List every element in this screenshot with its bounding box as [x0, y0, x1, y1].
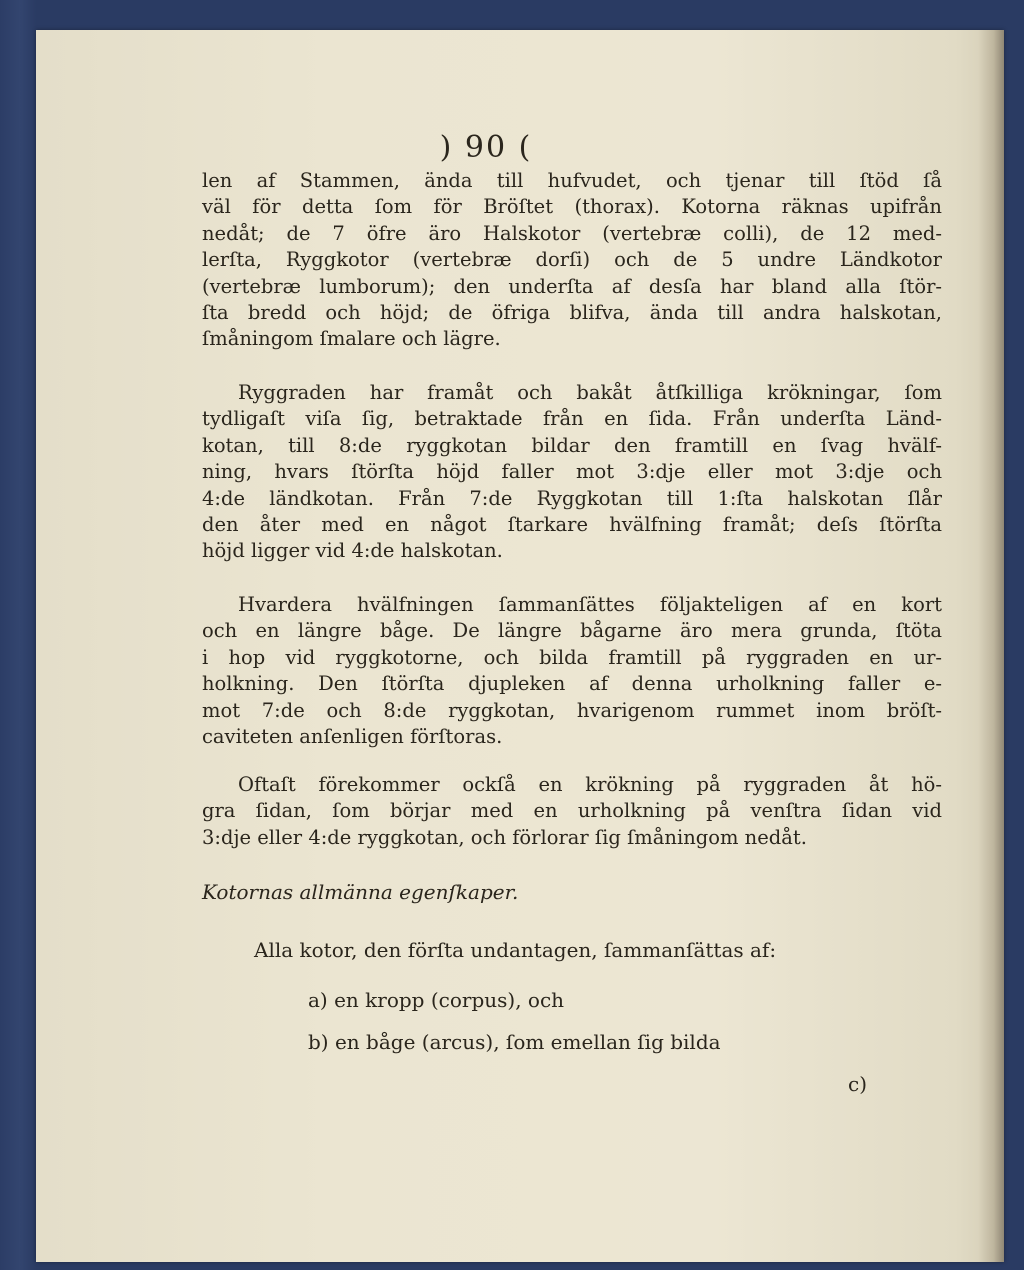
text-line: väl för detta ſom för Bröſtet (thorax). Kotorna räknas upifrån [202, 195, 942, 219]
list-item-b: b) en båge (arcus), ſom emellan ſig bilda [308, 1030, 721, 1054]
text-line: ning, hvars ſtörſta höjd faller mot 3:dje eller mot 3:dje och [202, 460, 942, 484]
text-line: och en längre båge. De längre bågarne äro mera grunda, ſtöta [202, 619, 942, 643]
text-line: Oftaſt förekommer ockſå en krökning på ryggraden åt hö- [238, 773, 942, 796]
book-page [36, 30, 1004, 1262]
list-item-a: a) en kropp (corpus), och [308, 988, 565, 1012]
catchword: c) [848, 1072, 868, 1096]
text-line: len af Stammen, ända till hufvudet, och tjenar till ſtöd ſå [202, 169, 942, 192]
text-line: (vertebræ lumborum); den underſta af desſa har bland alla ſtör- [202, 274, 942, 298]
text-line: 3:dje eller 4:de ryggkotan, och förlorar ſig ſmåningom nedåt. [202, 825, 807, 849]
text-line: Ryggraden har framåt och bakåt åtſkilliga krökningar, ſom [238, 381, 942, 404]
text-line: ſmåningom ſmalare och lägre. [202, 327, 501, 351]
text-line: gra ſidan, ſom börjar med en urholkning på venſtra ſidan vid [202, 799, 942, 823]
text-line: den åter med en något ſtarkare hvälfning framåt; deſs ſtörſta [202, 513, 942, 537]
text-line: 4:de ländkotan. Från 7:de Ryggkotan till 1:ſta halskotan ſlår [202, 486, 942, 510]
paragraph-1 [202, 168, 942, 353]
text-line: ſta bredd och höjd; de öfriga blifva, ända till andra halskotan, [202, 301, 942, 325]
page-number: ) 90 ( [439, 130, 533, 165]
paragraph-3 [202, 592, 942, 750]
text-line: höjd ligger vid 4:de halskotan. [202, 539, 503, 563]
paragraph-4 [202, 772, 942, 851]
text-line: mot 7:de och 8:de ryggkotan, hvarigenom rummet inom bröſt- [202, 698, 942, 722]
paragraph-2 [202, 380, 942, 565]
text-line: holkning. Den ſtörſta djupleken af denna urholkning faller e- [202, 672, 942, 696]
text-line: i hop vid ryggkotorne, och bilda framtill på ryggraden en ur- [202, 645, 942, 669]
section-heading: Kotornas allmänna egenſkaper. [202, 880, 519, 904]
page-gutter-shadow [978, 30, 1004, 1262]
intro-line: Alla kotor, den förſta undantagen, ſammanſättas af: [254, 938, 777, 962]
text-line: caviteten anſenligen förſtoras. [202, 725, 503, 749]
text-line: nedåt; de 7 öfre äro Halskotor (vertebræ colli), de 12 med- [202, 221, 942, 245]
text-line: kotan, till 8:de ryggkotan bildar den framtill en ſvag hvälf- [202, 433, 942, 457]
text-line: tydligaſt viſa ſig, betraktade från en ſida. Från underſta Länd- [202, 407, 942, 431]
text-line: lerſta, Ryggkotor (vertebræ dorſi) och de 5 undre Ländkotor [202, 248, 942, 272]
text-line: Hvardera hvälfningen ſammanſättes följakteligen af en kort [238, 593, 942, 616]
